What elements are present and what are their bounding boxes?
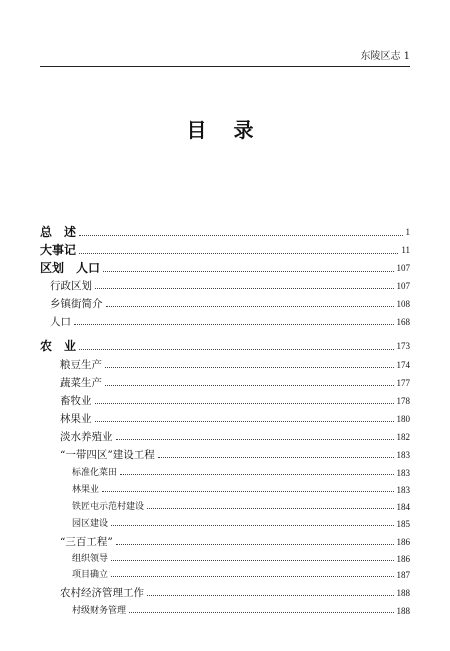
header-rule	[40, 66, 410, 67]
toc-entry	[72, 518, 410, 530]
toc-entry-page: 183	[396, 450, 410, 460]
toc-entry	[60, 430, 410, 444]
toc-entry	[50, 279, 410, 293]
dot-leader	[158, 457, 394, 458]
dot-leader	[95, 403, 394, 404]
toc-entry-label: 村级财务管理	[72, 606, 127, 616]
toc-entry-label: 蔬菜生产	[60, 377, 102, 389]
toc-entry-page: 185	[396, 519, 410, 529]
toc-entry-label: 区划 人口	[40, 261, 101, 275]
toc-entry-label: 大事记	[40, 243, 77, 257]
toc-entry-label: 组织领导	[72, 554, 109, 564]
dot-leader	[106, 306, 394, 307]
dot-leader	[103, 271, 393, 272]
toc-entry-page: 188	[396, 606, 410, 616]
toc-entry	[72, 484, 410, 496]
toc-entry	[50, 315, 410, 329]
dot-leader	[95, 421, 394, 422]
toc-entry-label: 林果业	[60, 413, 92, 425]
toc-entry	[40, 261, 410, 276]
dot-leader	[111, 560, 393, 561]
toc-entry-page: 11	[401, 245, 410, 255]
dot-leader	[74, 324, 394, 325]
toc-entry-label: 粮豆生产	[60, 359, 102, 371]
toc-entry-page: 177	[396, 378, 410, 388]
toc-entry-label: 乡镇街简介	[50, 298, 103, 310]
toc-entry-page: 173	[396, 341, 410, 351]
toc-entry	[72, 605, 410, 617]
dot-leader	[111, 525, 393, 526]
toc-entry	[60, 412, 410, 426]
toc-entry	[60, 358, 410, 372]
toc-entry-label: 农村经济管理工作	[60, 587, 144, 599]
toc-entry-page: 178	[396, 396, 410, 406]
toc-entry-label: 人口	[50, 316, 71, 328]
dot-leader	[105, 367, 394, 368]
toc-entry-page: 186	[396, 554, 410, 564]
toc-entry-label: 项目确立	[72, 570, 109, 580]
toc-entry-label: 总 述	[40, 225, 77, 239]
dot-leader	[147, 595, 394, 596]
dot-leader	[79, 253, 398, 254]
dot-leader	[105, 385, 394, 386]
toc-entry-page: 174	[396, 360, 410, 370]
toc-entry-label: 行政区划	[50, 280, 92, 292]
dot-leader	[129, 612, 393, 613]
toc-entry-label: 农 业	[40, 339, 77, 353]
toc-entry	[72, 553, 410, 565]
toc-entry-page: 107	[396, 281, 410, 291]
dot-leader	[147, 508, 393, 509]
toc-entry	[60, 535, 410, 549]
dot-leader	[95, 288, 394, 289]
toc-entry-page: 186	[396, 537, 410, 547]
toc-entry	[72, 569, 410, 581]
toc-entry-page: 180	[396, 414, 410, 424]
dot-leader	[79, 349, 393, 350]
toc-entry	[40, 243, 410, 258]
dot-leader	[102, 491, 393, 492]
toc-entry-page: 107	[396, 263, 410, 273]
toc-entry-page: 183	[396, 468, 410, 478]
toc-entry-page: 182	[396, 432, 410, 442]
toc-entry	[60, 448, 410, 462]
toc-entry-page: 168	[396, 317, 410, 327]
toc-entry-page: 108	[396, 299, 410, 309]
toc-entry-page: 1	[405, 227, 410, 237]
toc-entry-label: “一带四区”建设工程	[60, 449, 155, 461]
toc-entry-label: 园区建设	[72, 519, 109, 529]
dot-leader	[116, 439, 394, 440]
toc-entry-label: 标准化菜田	[72, 468, 118, 478]
toc-entry	[60, 376, 410, 390]
toc-entry-page: 184	[396, 502, 410, 512]
dot-leader	[79, 235, 402, 236]
toc-entry-label: 铁匠屯示范村建设	[72, 502, 145, 512]
toc-entry	[72, 501, 410, 513]
toc-entry-label: “三百工程”	[60, 536, 113, 548]
page-title: 目 录	[186, 118, 264, 142]
toc-entry-page: 183	[396, 485, 410, 495]
toc-entry	[60, 586, 410, 600]
toc-entry	[40, 339, 410, 354]
toc-entry	[60, 394, 410, 408]
toc-entry-page: 187	[396, 570, 410, 580]
toc-entry	[40, 225, 410, 240]
toc-entry-label: 林果业	[72, 485, 100, 495]
running-header: 东陵区志 1	[360, 51, 410, 62]
toc-entry-label: 畜牧业	[60, 395, 92, 407]
toc-entry	[50, 297, 410, 311]
toc-entry-label: 淡水养殖业	[60, 431, 113, 443]
toc-entry	[72, 467, 410, 479]
dot-leader	[120, 474, 393, 475]
dot-leader	[111, 576, 393, 577]
toc-entry-page: 188	[396, 588, 410, 598]
dot-leader	[116, 544, 394, 545]
